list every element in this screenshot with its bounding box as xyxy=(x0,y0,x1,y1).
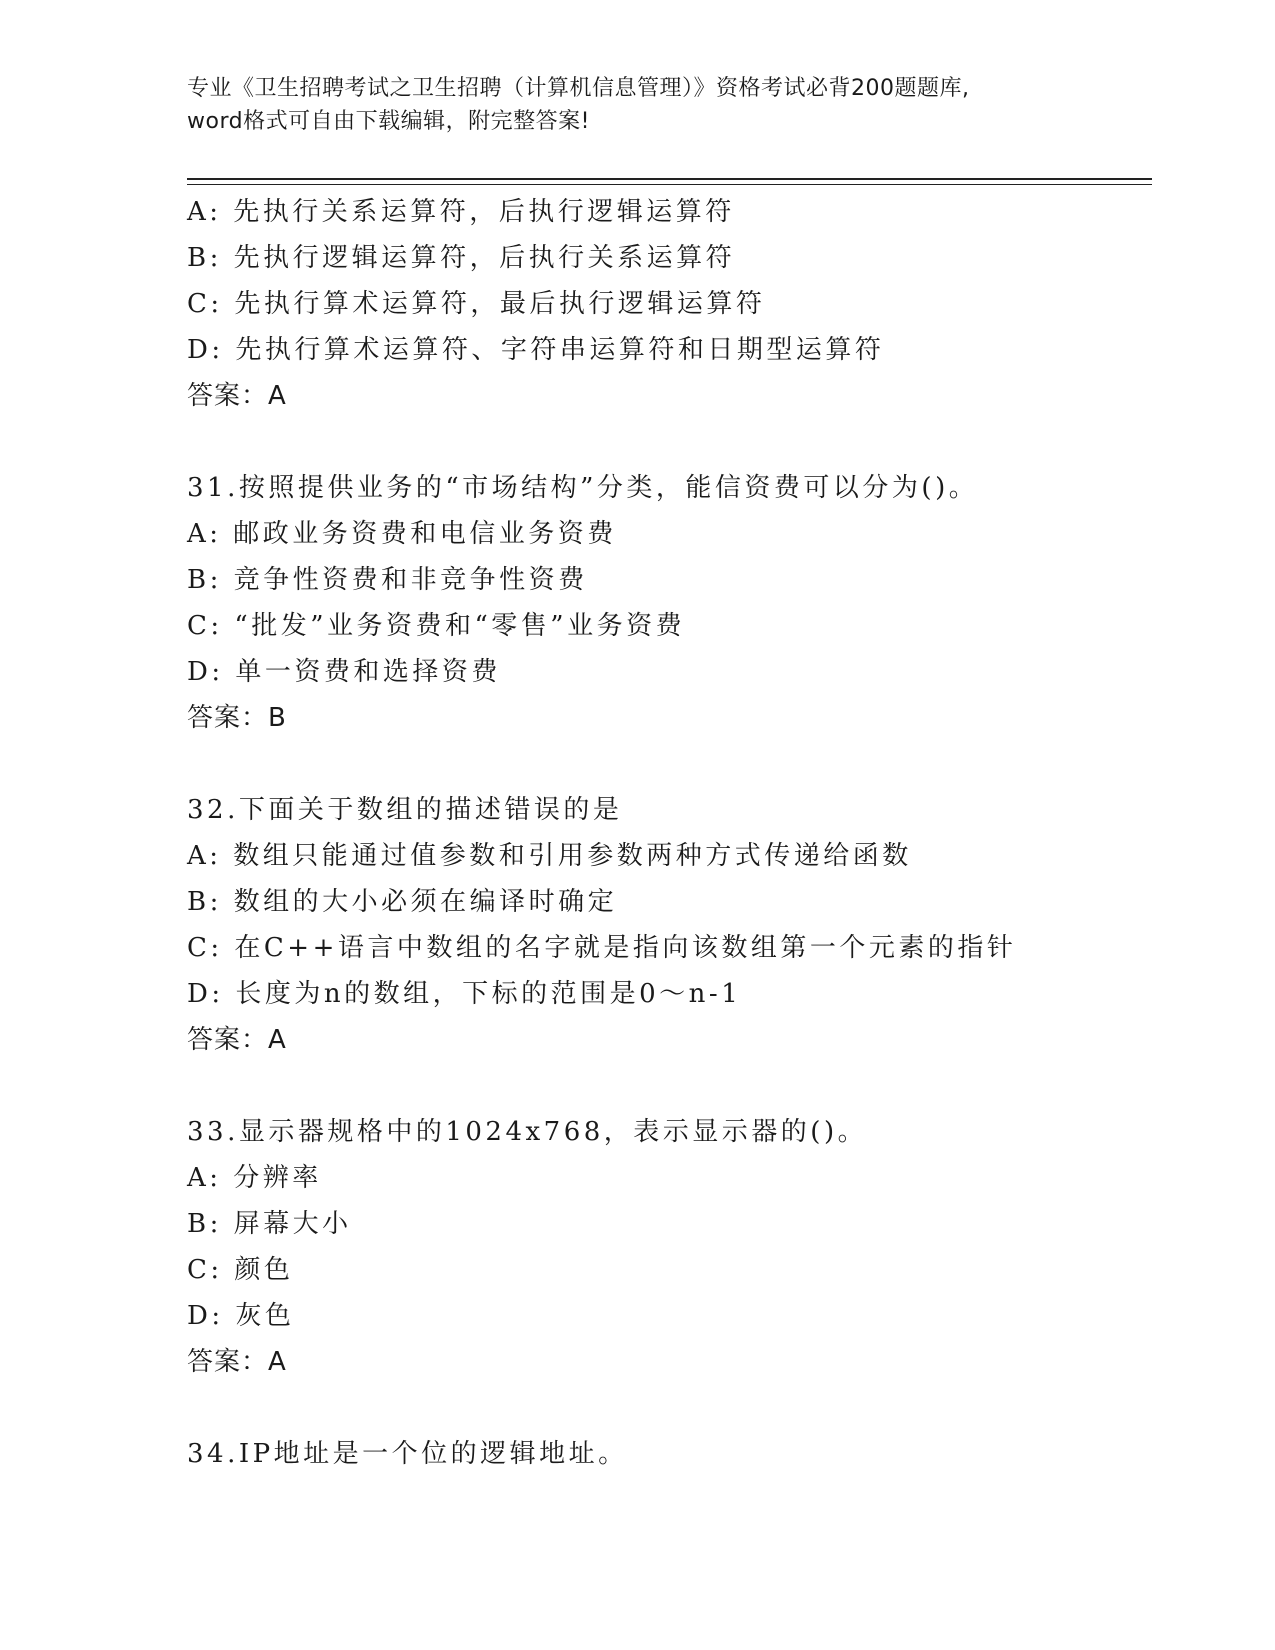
question-text: 32.下面关于数组的描述错误的是 xyxy=(187,795,623,825)
question-block-31 xyxy=(187,465,1152,741)
question-text: 33.显示器规格中的1024x768，表示显示器的()。 xyxy=(187,1117,868,1147)
header-divider-thick xyxy=(187,178,1152,180)
option-a: A: 数组只能通过值参数和引用参数两种方式传递给函数 xyxy=(187,841,912,871)
option-b: B: 屏幕大小 xyxy=(187,1209,352,1239)
answer-line: 答案：A xyxy=(187,381,287,411)
answer-line: 答案：A xyxy=(187,1347,287,1377)
option-d: D: 长度为n的数组，下标的范围是0～n-1 xyxy=(187,979,742,1009)
question-text: 31.按照提供业务的“市场结构”分类，能信资费可以分为()。 xyxy=(187,473,979,503)
header-divider-thin xyxy=(187,184,1152,185)
option-c: C: 先执行算术运算符，最后执行逻辑运算符 xyxy=(187,289,766,319)
option-b: B: 竞争性资费和非竞争性资费 xyxy=(187,565,588,595)
question-block-33 xyxy=(187,1109,1152,1385)
option-d: D: 单一资费和选择资费 xyxy=(187,657,501,687)
option-a: A: 邮政业务资费和电信业务资费 xyxy=(187,519,617,549)
option-a: A: 分辨率 xyxy=(187,1163,322,1193)
option-d: D: 先执行算术运算符、字符串运算符和日期型运算符 xyxy=(187,335,885,365)
question-list xyxy=(187,189,1152,1477)
option-d: D: 灰色 xyxy=(187,1301,295,1331)
option-c: C: 颜色 xyxy=(187,1255,294,1285)
question-block-32 xyxy=(187,787,1152,1063)
option-b: B: 先执行逻辑运算符，后执行关系运算符 xyxy=(187,243,736,273)
document-header xyxy=(187,72,1157,138)
answer-line: 答案：A xyxy=(187,1025,287,1055)
header-title-line-2: word格式可自由下载编辑，附完整答案! xyxy=(187,109,590,134)
option-b: B: 数组的大小必须在编译时确定 xyxy=(187,887,618,917)
answer-line: 答案：B xyxy=(187,703,287,733)
question-block-30 xyxy=(187,189,1152,419)
option-c: C: “批发”业务资费和“零售”业务资费 xyxy=(187,611,686,641)
option-a: A: 先执行关系运算符，后执行逻辑运算符 xyxy=(187,197,735,227)
question-block-34 xyxy=(187,1431,1152,1477)
header-title-line-1: 专业《卫生招聘考试之卫生招聘（计算机信息管理）》资格考试必背200题题库, xyxy=(187,76,970,101)
question-text: 34.IP地址是一个位的逻辑地址。 xyxy=(187,1439,628,1469)
option-c: C: 在C++语言中数组的名字就是指向该数组第一个元素的指针 xyxy=(187,933,1017,963)
